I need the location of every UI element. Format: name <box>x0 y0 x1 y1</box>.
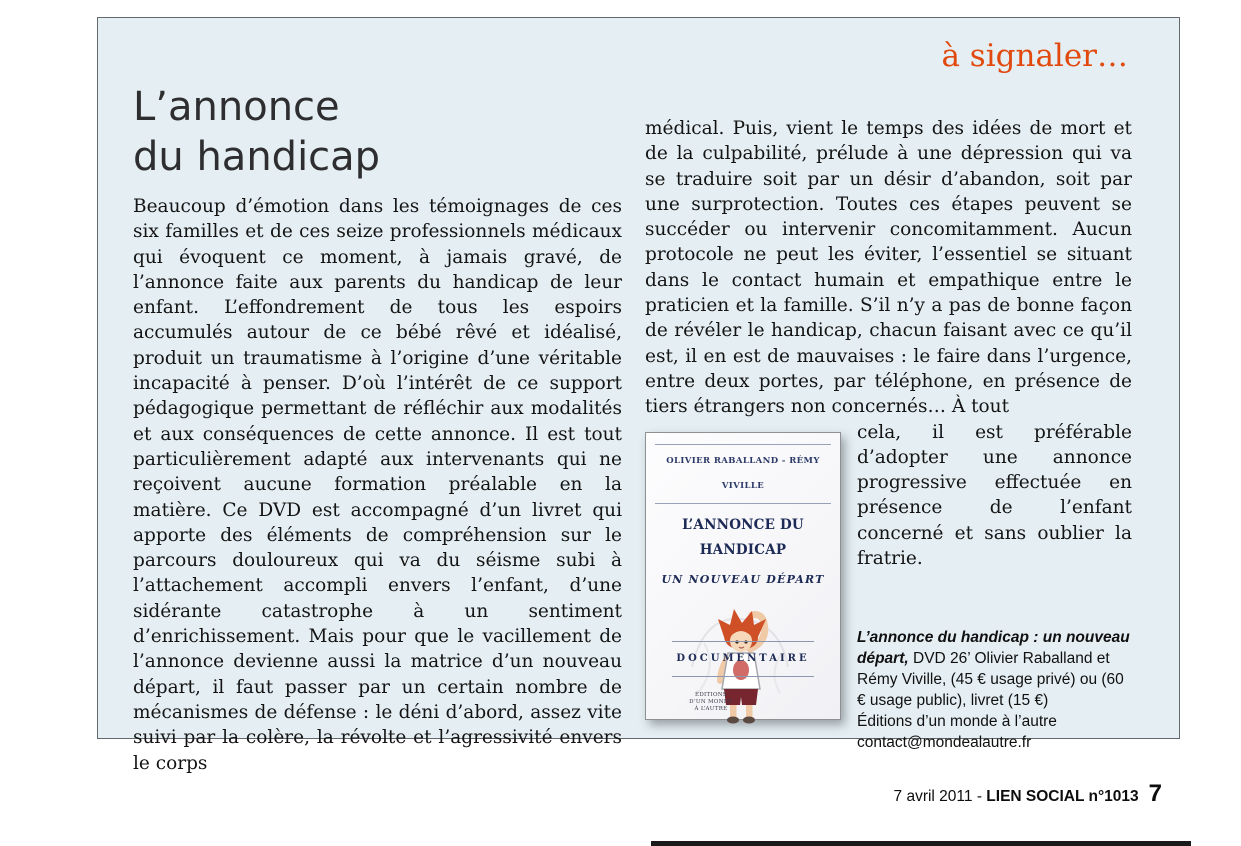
article-paragraph-left: Beaucoup d’émotion dans les témoignages de ces six familles et de ces seize professionnels médicaux qui évoquent ce moment, à jamais gravé, de l’annonce faite aux parents du handicap de leur enfant. L’effondrement de tous les espoirs accumulés autour de ce bébé rêvé et idéalisé, produit un traumatisme à l’origine d’une véritable incapacité à penser. D’où l’intérêt de ce support pédagogique permettant de réfléchir aux modalités et aux conséquences de cette annonce. Il est tout particulièrement adapté aux intervenants qui ne reçoivent aucune formation préalable en la matière. Ce DVD est accompagné d’un livret qui apporte des éléments de compréhension sur le parcours douloureux qui va du séisme subi à l’attachement accompli envers l’enfant, d’une sidérante catastrophe à un sentiment d’enrichissement. Mais pour que le vacillement de l’annonce devienne aussi la matrice d’un nouveau départ, il faut passer par un certain nombre de mécanismes de défense : le déni d’abord, assez vite suivi par la colère, la révolte et l’agressivité envers le corps <box>133 196 622 774</box>
section-header: à signaler… <box>941 38 1128 74</box>
footer-date: 7 avril 2011 - <box>893 788 987 805</box>
article-title-line1: L’annonce <box>133 84 340 130</box>
dvd-authors: OLIVIER RABALLAND - RÉMY VIVILLE <box>655 444 831 505</box>
article-title-line2: du handicap <box>133 134 381 180</box>
dvd-caption <box>857 627 1132 753</box>
page-footer <box>894 780 1162 808</box>
caption-email: contact@mondealautre.fr <box>857 734 1032 752</box>
caption-publisher: Éditions d’un monde à l’autre <box>857 713 1057 731</box>
dvd-genre: DOCUMENTAIRE <box>672 641 814 676</box>
footer-magazine: LIEN SOCIAL n°1013 <box>986 788 1139 805</box>
dvd-cover-block <box>645 432 857 720</box>
caption-title: L’annonce du handicap : un nouveau départ, <box>857 629 1130 668</box>
dvd-title: L’ANNONCE DU HANDICAP <box>682 517 804 559</box>
article-title <box>133 82 380 182</box>
article-right-column <box>645 116 1132 753</box>
footer-page-number: 7 <box>1148 780 1162 807</box>
dvd-publisher-logo <box>680 692 742 713</box>
dvd-publisher-line3: À L’AUTRE <box>694 705 728 712</box>
dvd-cover <box>645 432 841 720</box>
dvd-publisher-line2: D’UN MONDE <box>689 698 733 705</box>
dvd-and-caption-wrap <box>645 420 1132 754</box>
dvd-publisher-line1: ÉDITIONS <box>695 691 727 698</box>
article-left-column <box>133 194 622 776</box>
scan-edge-artifact <box>651 841 1191 846</box>
caption-details: DVD 26’ Olivier Raballand et Rémy Viville, (45 € usage privé) ou (60 € usage public), livret (15 €) <box>857 650 1124 710</box>
dvd-subtitle: UN NOUVEAU DÉPART <box>661 572 825 586</box>
article-paragraph-right-wrap: cela, il est préférable d’adopter une annonce progressive effectuée en présence de l’enfant concerné et sans oublier la fratrie. <box>857 421 1132 570</box>
article-paragraph-right-top: médical. Puis, vient le temps des idées de mort et de la culpabilité, prélude à une dépression qui va se traduire soit par un désir d’abandon, soit par une surprotection. Toutes ces étapes peuvent se succéder ou intervenir concomitamment. Aucun protocole ne peut les éviter, l’essentiel se situant dans le contact humain et empathique entre le praticien et la famille. S’il n’y a pas de bonne façon de révéler le handicap, chacun faisant avec ce qu’il est, il en est de mauvaises : le faire dans l’urgence, entre deux portes, par téléphone, en présence de tiers étrangers non concernés… À tout <box>645 118 1132 418</box>
